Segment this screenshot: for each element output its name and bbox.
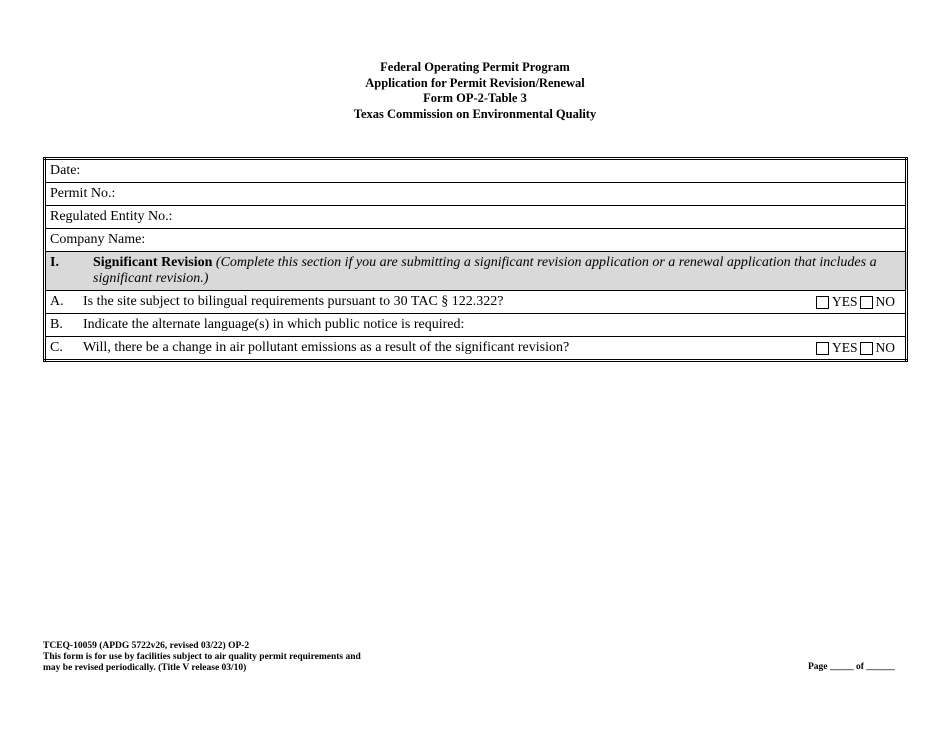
regulated-entity-row[interactable]	[45, 206, 907, 229]
section-note: (Complete this section if you are submitting a significant revision application or a renewal application that includes a significant revision.)	[93, 255, 877, 286]
question-b-text: Indicate the alternate language(s) in which public notice is required:	[83, 317, 465, 332]
question-c-yes-no	[816, 340, 897, 356]
section-header	[45, 252, 907, 291]
footer-revision-note: may be revised periodically. (Title V release 03/10)	[43, 663, 247, 673]
question-a-no-label: NO	[875, 294, 895, 309]
section-header-row	[45, 252, 907, 291]
company-name-row[interactable]	[45, 229, 907, 252]
regulated-entity-label: Regulated Entity No.:	[50, 209, 173, 224]
question-a-yes-no	[816, 294, 897, 310]
page-number: Page _____ of ______	[808, 662, 895, 672]
question-b-field[interactable]	[45, 314, 907, 337]
footer-form-id: TCEQ-10059 (APDG 5722v26, revised 03/22) OP-2	[43, 641, 250, 651]
question-a-letter: A.	[50, 294, 64, 309]
form-footer	[43, 641, 361, 674]
form-table	[43, 157, 908, 362]
question-c-letter: C.	[50, 340, 63, 355]
question-b-letter: B.	[50, 317, 63, 332]
section-title: Significant Revision	[93, 255, 213, 270]
header-program-title: Federal Operating Permit Program	[380, 60, 570, 74]
date-field[interactable]	[45, 159, 907, 183]
permit-no-field[interactable]	[45, 183, 907, 206]
question-c-yes-label: YES	[831, 340, 858, 355]
date-row[interactable]	[45, 159, 907, 183]
company-name-label: Company Name:	[50, 232, 146, 247]
regulated-entity-field[interactable]	[45, 206, 907, 229]
form-header	[0, 60, 950, 122]
question-b-row[interactable]	[45, 314, 907, 337]
header-agency-name: Texas Commission on Environmental Quality	[353, 106, 597, 121]
question-c-yes-checkbox[interactable]	[816, 342, 829, 355]
question-a-yes-label: YES	[831, 294, 858, 309]
company-name-field[interactable]	[45, 229, 907, 252]
section-number: I.	[50, 255, 59, 270]
permit-no-row[interactable]	[45, 183, 907, 206]
footer-usage-note: This form is for use by facilities subject to air quality permit requirements and	[43, 652, 361, 662]
question-c-no-checkbox[interactable]	[860, 342, 873, 355]
date-label: Date:	[50, 163, 81, 178]
question-c-text: Will, there be a change in air pollutant emissions as a result of the significant revision?	[83, 340, 570, 355]
question-a-no-checkbox[interactable]	[860, 296, 873, 309]
question-a-yes-checkbox[interactable]	[816, 296, 829, 309]
question-a-text: Is the site subject to bilingual requirements pursuant to 30 TAC § 122.322?	[83, 294, 504, 309]
header-form-number: Form OP-2-Table 3	[423, 91, 527, 105]
question-c-row	[45, 337, 907, 361]
question-c-no-label: NO	[875, 340, 895, 355]
permit-no-label: Permit No.:	[50, 186, 116, 201]
question-a-row	[45, 291, 907, 314]
header-application-title: Application for Permit Revision/Renewal	[365, 75, 585, 90]
